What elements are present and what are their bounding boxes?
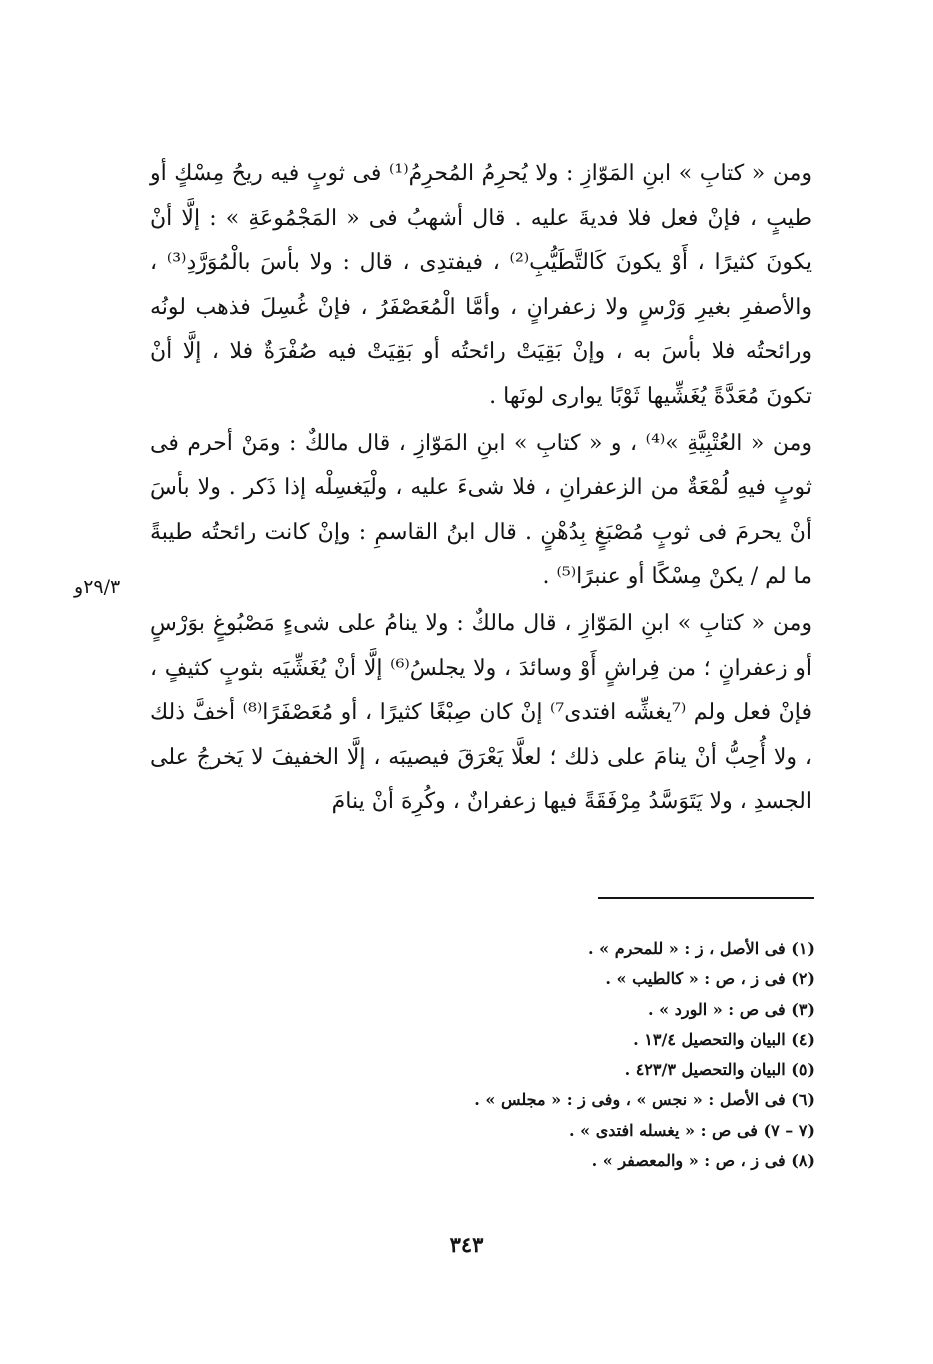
footnotes-list: [395, 934, 815, 1176]
paragraph-2: ومن « العُتْبِيَّةِ »⁽⁴⁾ ، و « كتابِ » ابنِ المَوّازِ ، قال مالكٌ : ومَنْ أحرم فى ثوبٍ فيهِ لُمْعَةٌ من الزعفرانِ ، فلا شىءَ عليه ، ولْيَغسِلْه إذا ذَكر . ولا بأسَ أنْ يحرمَ فى ثوبٍ مُصْبَغٍ بِدُهْنٍ . قال ابنُ القاسمِ : وإنْ كانت رائحتُه طيبةً ما لم / يكنْ مِسْكًا أو عنبرًا⁽⁵⁾ .: [150, 430, 812, 590]
footnote-5: (٥) البيان والتحصيل ٤٢٣/٣ .: [624, 1060, 815, 1080]
main-text: [150, 152, 812, 825]
paragraph-1: ومن « كتابِ » ابنِ المَوّازِ : ولا يُحرِمُ المُحرِمُ⁽¹⁾ فى ثوبٍ فيه ريحُ مِسْكٍ أو طيبٍ ، فإنْ فعل فلا فديةَ عليه . قال أشهبُ فى « المَجْمُوعَةِ » : إلَّا أنْ يكونَ كثيرًا ، أَوْ يكونَ كَالتَّطَيُّبِ⁽²⁾ ، فيفتدِى ، قال : ولا بأسَ بالْمُوَرَّدِ⁽³⁾ ، والأصفرِ بغيرِ وَرْسٍ ولا زعفرانٍ ، وأمَّا الْمُعَصْفَرُ ، فإنْ غُسِلَ فذهب لونُه ورائحتُه فلا بأسَ به ، وإنْ بَقِيَتْ رائحتُه أو بَقِيَتْ فيه صُفْرَةٌ فلا ، إلَّا أنْ تكونَ مُعَدَّةً يُغَشِّيها ثَوْبًا يوارى لونَها .: [150, 161, 812, 409]
footnote-2: (٢) فى ز ، ص : « كالطيب » .: [605, 969, 815, 989]
footnote-8: (٨) فى ز ، ص : « والمعصفر » .: [591, 1151, 815, 1171]
footnote-7: (٧ – ٧) فى ص : « يغسله افتدى » .: [568, 1120, 815, 1140]
footnote-3: (٣) فى ص : « الورد » .: [648, 999, 815, 1019]
footnote-6: (٦) فى الأصل : « نجس » ، وفى ز : « مجلس » .: [474, 1090, 815, 1110]
paragraph-3: ومن « كتابِ » ابنِ المَوّازِ ، قال مالكٌ : ولا ينامُ على شىءٍ مَصْبُوغٍ بوَرْسٍ أو زعفرانٍ ؛ من فِراشٍ أَوْ وسائدَ ، ولا يجلسُ⁽⁶⁾ إلَّا أنْ يُغَشِّيَه بثوبٍ كثيفٍ ، فإنْ فعل ولم ⁽⁷يغشِّه افتدى⁷⁾ إنْ كان صِبْغًا كثيرًا ، أو مُعَصْفَرًا⁽⁸⁾ أخفَّ ذلك ، ولا أُحِبُّ أنْ ينامَ على ذلك ؛ لعلَّا يَعْرَقَ فيصيبَه ، إلَّا الخفيفَ لا يَخرجُ على الجسدِ ، ولا يَتَوَسَّدُ مِرْفَقَةً فيها زعفرانٌ ، وكُرِهَ أنْ ينامَ: [150, 610, 813, 815]
folio-margin-note: ۲۹/۳و: [74, 576, 121, 598]
page-number: ٣٤٣: [449, 1232, 484, 1257]
footnote-separator: [598, 897, 814, 899]
footnote-4: (٤) البيان والتحصيل ١٣/٤ .: [633, 1029, 815, 1049]
footnote-1: (١) فى الأصل ، ز : « للمحرم » .: [588, 939, 815, 958]
